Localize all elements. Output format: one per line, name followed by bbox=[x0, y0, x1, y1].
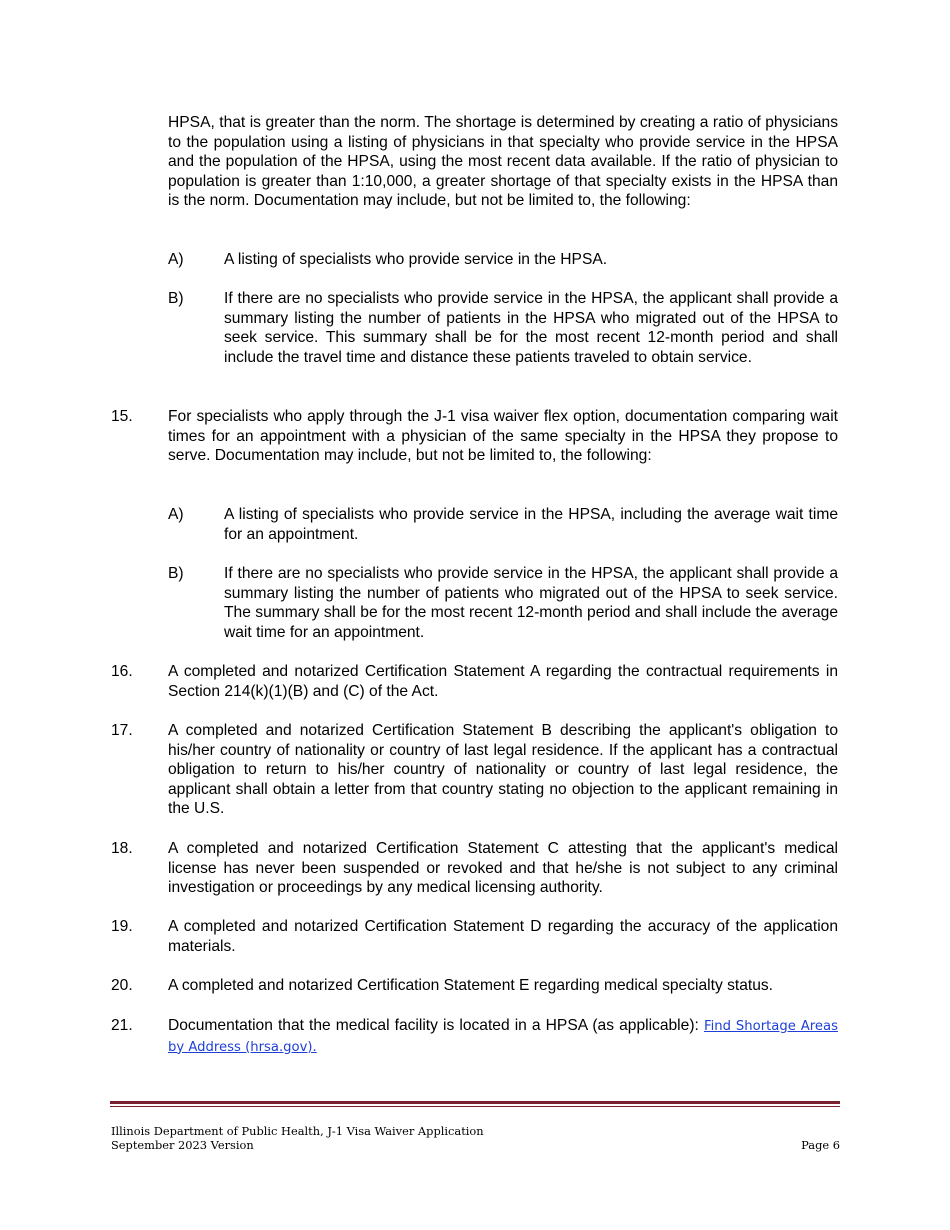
list-item-21 bbox=[111, 1016, 838, 1057]
item-text-lead: Documentation that the medical facility is located in a HPSA (as applicable): bbox=[168, 1017, 704, 1034]
item-number: 17. bbox=[111, 722, 133, 739]
sub-label: B) bbox=[168, 290, 184, 307]
item-number: 19. bbox=[111, 918, 133, 935]
list-item-18 bbox=[111, 839, 838, 898]
item-text: A completed and notarized Certification Statement C attesting that the applicant's medical license has never been suspended or revoked and that he/she is not subject to any criminal investigation or proceedings by any medical licensing authority. bbox=[168, 840, 838, 897]
list-item-17 bbox=[111, 721, 838, 819]
list-item-20 bbox=[111, 976, 838, 996]
hrsa-shortage-link[interactable]: Find Shortage Areas by Address (hrsa.gov). bbox=[168, 1019, 839, 1055]
list-item-15 bbox=[111, 407, 838, 466]
page-number: Page 6 bbox=[801, 1138, 840, 1152]
item-text: A completed and notarized Certification Statement B describing the applicant's obligation to his/her country of nationality or country of last legal residence. If the applicant has a contractual obligation to return to his/her country of nationality or country of last legal residence, the applicant shall obtain a letter from that country stating no objection to the applicant remaining in the U.S. bbox=[168, 722, 838, 818]
footer-rule-thin bbox=[110, 1106, 840, 1107]
list-item-16 bbox=[111, 662, 838, 701]
item-number: 21. bbox=[111, 1017, 133, 1034]
item15-sub-a bbox=[168, 505, 838, 544]
sub-label: A) bbox=[168, 251, 184, 268]
item-text: A completed and notarized Certification Statement A regarding the contractual requirements in Section 214(k)(1)(B) and (C) of the Act. bbox=[168, 663, 838, 700]
item-text: For specialists who apply through the J-1 visa waiver flex option, documentation comparing wait times for an appointment with a physician of the same specialty in the HPSA they propose to serve. Documentation may include, but not be limited to, the following: bbox=[168, 408, 838, 465]
item-text: A completed and notarized Certification Statement E regarding medical specialty status. bbox=[168, 977, 774, 994]
intro-sub-a bbox=[168, 250, 838, 270]
footer-rule-thick bbox=[110, 1101, 840, 1104]
sub-text: If there are no specialists who provide service in the HPSA, the applicant shall provide a summary listing the number of patients who migrated out of the HPSA to seek service. The summary shall be for the most recent 12-month period and shall include the average wait time for an appointment. bbox=[224, 565, 838, 641]
item-text: A completed and notarized Certification Statement D regarding the accuracy of the application materials. bbox=[168, 918, 838, 955]
footer-version: September 2023 Version bbox=[111, 1138, 254, 1152]
item15-sub-b bbox=[168, 564, 838, 642]
sub-label: A) bbox=[168, 506, 184, 523]
sub-text: A listing of specialists who provide service in the HPSA. bbox=[224, 251, 608, 268]
continuation-paragraph: HPSA, that is greater than the norm. The shortage is determined by creating a ratio of physicians to the population using a listing of physicians in that specialty who provide service in the HPSA and the population of the HPSA, using the most recent data available. If the ratio of physician to population is greater than 1:10,000, a greater shortage of that specialty exists in the HPSA than is the norm. Documentation may include, but not be limited to, the following: bbox=[168, 114, 838, 210]
sub-text: A listing of specialists who provide service in the HPSA, including the average wait time for an appointment. bbox=[224, 506, 838, 543]
footer-line-2 bbox=[111, 1138, 840, 1152]
item-text bbox=[168, 1016, 838, 1057]
footer-line-1: Illinois Department of Public Health, J-1 Visa Waiver Application bbox=[111, 1124, 484, 1138]
item-number: 20. bbox=[111, 977, 133, 994]
item-number: 16. bbox=[111, 663, 133, 680]
sub-label: B) bbox=[168, 565, 184, 582]
item-number: 15. bbox=[111, 408, 133, 425]
item-number: 18. bbox=[111, 840, 133, 857]
list-item-19 bbox=[111, 917, 838, 956]
intro-sub-b bbox=[168, 289, 838, 367]
sub-text: If there are no specialists who provide service in the HPSA, the applicant shall provide a summary listing the number of patients in the HPSA who migrated out of the HPSA to seek service. This summary shall be for the most recent 12-month period and shall include the travel time and distance these patients traveled to obtain service. bbox=[224, 290, 838, 366]
